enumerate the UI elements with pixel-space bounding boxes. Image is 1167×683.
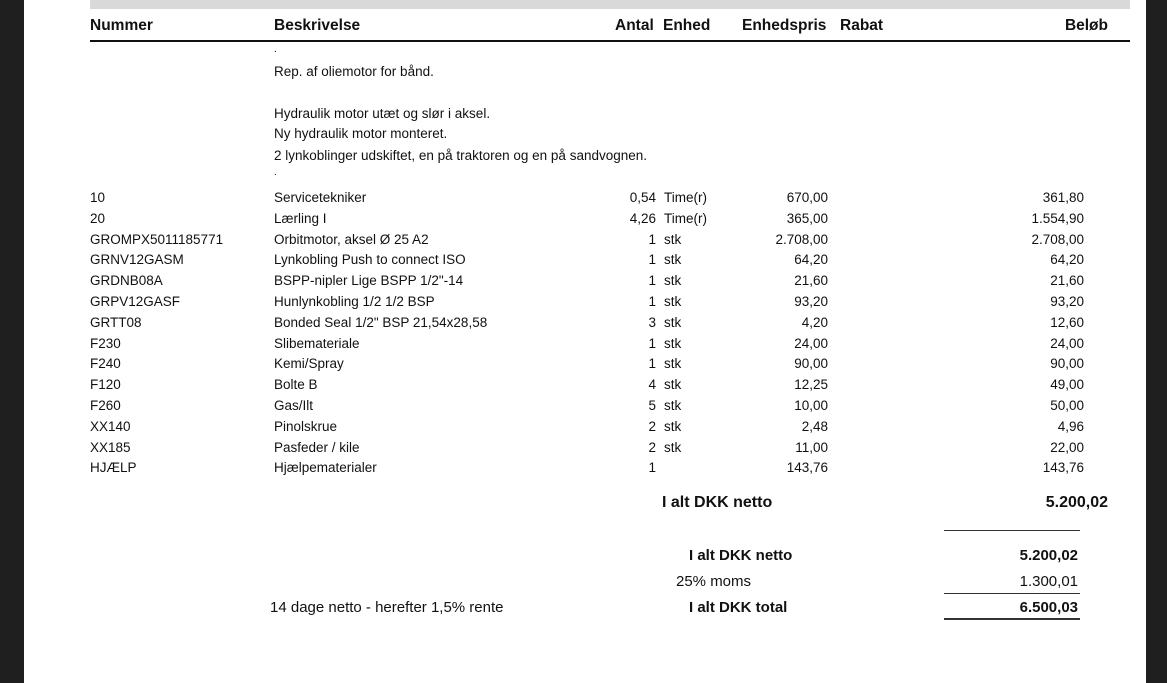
row-nummer: F230 bbox=[90, 335, 121, 351]
row-nummer: GRTT08 bbox=[90, 314, 142, 330]
desc-line-2: Hydraulik motor utæt og slør i aksel. bbox=[274, 106, 491, 121]
row-antal: 4 bbox=[648, 377, 656, 393]
row-beskrivelse: Pinolskrue bbox=[274, 418, 338, 434]
row-enhed: stk bbox=[664, 439, 682, 455]
row-enhedspris: 143,76 bbox=[786, 460, 828, 476]
row-enhedspris: 2,48 bbox=[801, 418, 828, 434]
col-beskrivelse: Beskrivelse bbox=[274, 17, 361, 34]
row-enhed: stk bbox=[664, 398, 682, 413]
row-enhedspris: 365,00 bbox=[786, 210, 828, 226]
row-enhedspris: 64,20 bbox=[794, 252, 828, 268]
row-belob: 50,00 bbox=[1050, 398, 1084, 413]
cropped-info-band bbox=[90, 0, 1130, 9]
col-antal: Antal bbox=[615, 17, 654, 34]
row-antal: 1 bbox=[648, 231, 656, 247]
row-enhedspris: 11,00 bbox=[795, 439, 828, 455]
row-enhed: stk bbox=[664, 377, 682, 393]
row-nummer: F240 bbox=[90, 356, 121, 372]
row-nummer: 20 bbox=[90, 210, 106, 226]
row-antal: 1 bbox=[648, 356, 656, 372]
row-belob: 143,76 bbox=[1042, 460, 1084, 476]
row-belob: 2.708,00 bbox=[1031, 231, 1084, 247]
row-antal: 1 bbox=[648, 335, 656, 351]
total-rule bbox=[944, 618, 1080, 620]
desc-dot-1: . bbox=[274, 44, 277, 55]
row-antal: 1 bbox=[648, 252, 656, 268]
row-beskrivelse: Hjælpematerialer bbox=[274, 460, 377, 476]
summary-netto-label: I alt DKK netto bbox=[689, 547, 793, 564]
row-nummer: GRDNB08A bbox=[90, 273, 163, 289]
subtotal-rule bbox=[944, 530, 1080, 531]
row-enhed: stk bbox=[664, 356, 682, 372]
row-nummer: F120 bbox=[90, 377, 121, 393]
summary-total-label: I alt DKK total bbox=[689, 599, 788, 616]
row-beskrivelse: Hunlynkobling 1/2 1/2 BSP bbox=[274, 294, 435, 309]
row-antal: 2 bbox=[648, 439, 656, 455]
row-enhedspris: 2.708,00 bbox=[775, 231, 828, 247]
row-nummer: GRPV12GASF bbox=[90, 294, 181, 309]
row-antal: 2 bbox=[648, 418, 656, 434]
summary-netto-value: 5.200,02 bbox=[1019, 547, 1078, 564]
row-beskrivelse: Orbitmotor, aksel Ø 25 A2 bbox=[274, 231, 429, 247]
row-enhed: stk bbox=[664, 294, 682, 309]
subtotal-label: I alt DKK netto bbox=[662, 494, 773, 511]
summary-moms-value: 1.300,01 bbox=[1019, 573, 1078, 590]
row-enhedspris: 10,00 bbox=[794, 398, 828, 413]
moms-rule bbox=[944, 593, 1080, 594]
row-belob: 21,60 bbox=[1050, 273, 1084, 289]
row-antal: 3 bbox=[648, 314, 656, 330]
row-enhed: stk bbox=[664, 231, 682, 247]
row-enhed: stk bbox=[664, 418, 682, 434]
summary-moms-label: 25% moms bbox=[676, 573, 752, 590]
desc-line-4: 2 lynkoblinger udskiftet, en på traktoren og en på sandvognen. bbox=[274, 148, 648, 163]
row-enhed: Time(r) bbox=[664, 210, 707, 226]
desc-dot-2: . bbox=[274, 167, 277, 178]
row-beskrivelse: Kemi/Spray bbox=[274, 356, 344, 372]
row-enhedspris: 4,20 bbox=[801, 314, 828, 330]
row-antal: 1 bbox=[648, 460, 656, 476]
col-enhedspris: Enhedspris bbox=[742, 17, 827, 34]
row-nummer: XX140 bbox=[90, 418, 131, 434]
col-rabat: Rabat bbox=[840, 17, 884, 34]
row-enhed: stk bbox=[664, 252, 682, 268]
row-nummer: 10 bbox=[90, 190, 106, 205]
row-beskrivelse: Bonded Seal 1/2" BSP 21,54x28,58 bbox=[274, 314, 488, 330]
row-belob: 64,20 bbox=[1050, 252, 1084, 268]
row-belob: 1.554,90 bbox=[1031, 210, 1084, 226]
row-enhed: stk bbox=[664, 314, 682, 330]
header-divider bbox=[90, 40, 1130, 42]
row-antal: 1 bbox=[648, 273, 656, 289]
row-belob: 24,00 bbox=[1050, 335, 1084, 351]
row-beskrivelse: Servicetekniker bbox=[274, 190, 367, 205]
col-belob: Beløb bbox=[1064, 17, 1108, 34]
row-beskrivelse: Lærling I bbox=[274, 210, 327, 226]
row-beskrivelse: Slibemateriale bbox=[274, 335, 360, 351]
row-enhedspris: 24,00 bbox=[794, 335, 828, 351]
summary-total-value: 6.500,03 bbox=[1019, 599, 1078, 616]
row-antal: 1 bbox=[648, 294, 656, 309]
row-enhedspris: 90,00 bbox=[794, 356, 828, 372]
row-nummer: XX185 bbox=[90, 439, 131, 455]
row-nummer: F260 bbox=[90, 398, 121, 413]
row-belob: 90,00 bbox=[1050, 356, 1084, 372]
row-belob: 12,60 bbox=[1050, 314, 1084, 330]
row-antal: 5 bbox=[648, 398, 656, 413]
row-belob: 49,00 bbox=[1050, 377, 1084, 393]
row-enhedspris: 93,20 bbox=[794, 294, 828, 309]
row-beskrivelse: Gas/Ilt bbox=[274, 398, 314, 413]
row-enhedspris: 670,00 bbox=[786, 190, 828, 205]
row-beskrivelse: BSPP-nipler Lige BSPP 1/2"-14 bbox=[274, 273, 464, 289]
row-enhedspris: 21,60 bbox=[794, 273, 828, 289]
row-enhedspris: 12,25 bbox=[794, 377, 828, 393]
row-enhed: stk bbox=[664, 273, 682, 289]
row-belob: 361,80 bbox=[1042, 190, 1084, 205]
table-header bbox=[90, 17, 1130, 41]
col-nummer: Nummer bbox=[90, 17, 153, 34]
row-antal: 4,26 bbox=[629, 210, 656, 226]
row-nummer: GROMPX5011185771 bbox=[90, 231, 224, 247]
row-beskrivelse: Bolte B bbox=[274, 377, 318, 393]
desc-line-1: Rep. af oliemotor for bånd. bbox=[274, 64, 434, 79]
row-enhed: Time(r) bbox=[664, 190, 707, 205]
row-nummer: HJÆLP bbox=[90, 460, 137, 476]
row-antal: 0,54 bbox=[629, 190, 656, 205]
row-belob: 4,96 bbox=[1057, 418, 1084, 434]
row-belob: 22,00 bbox=[1050, 439, 1084, 455]
row-beskrivelse: Lynkobling Push to connect ISO bbox=[274, 252, 466, 268]
col-enhed: Enhed bbox=[663, 17, 711, 34]
row-belob: 93,20 bbox=[1050, 294, 1084, 309]
subtotal-value: 5.200,02 bbox=[1045, 494, 1108, 511]
invoice-page bbox=[24, 0, 1146, 683]
payment-terms: 14 dage netto - herefter 1,5% rente bbox=[270, 599, 504, 616]
desc-line-3: Ny hydraulik motor monteret. bbox=[274, 126, 448, 141]
row-enhed: stk bbox=[664, 335, 682, 351]
row-beskrivelse: Pasfeder / kile bbox=[274, 439, 360, 455]
row-nummer: GRNV12GASM bbox=[90, 252, 184, 268]
